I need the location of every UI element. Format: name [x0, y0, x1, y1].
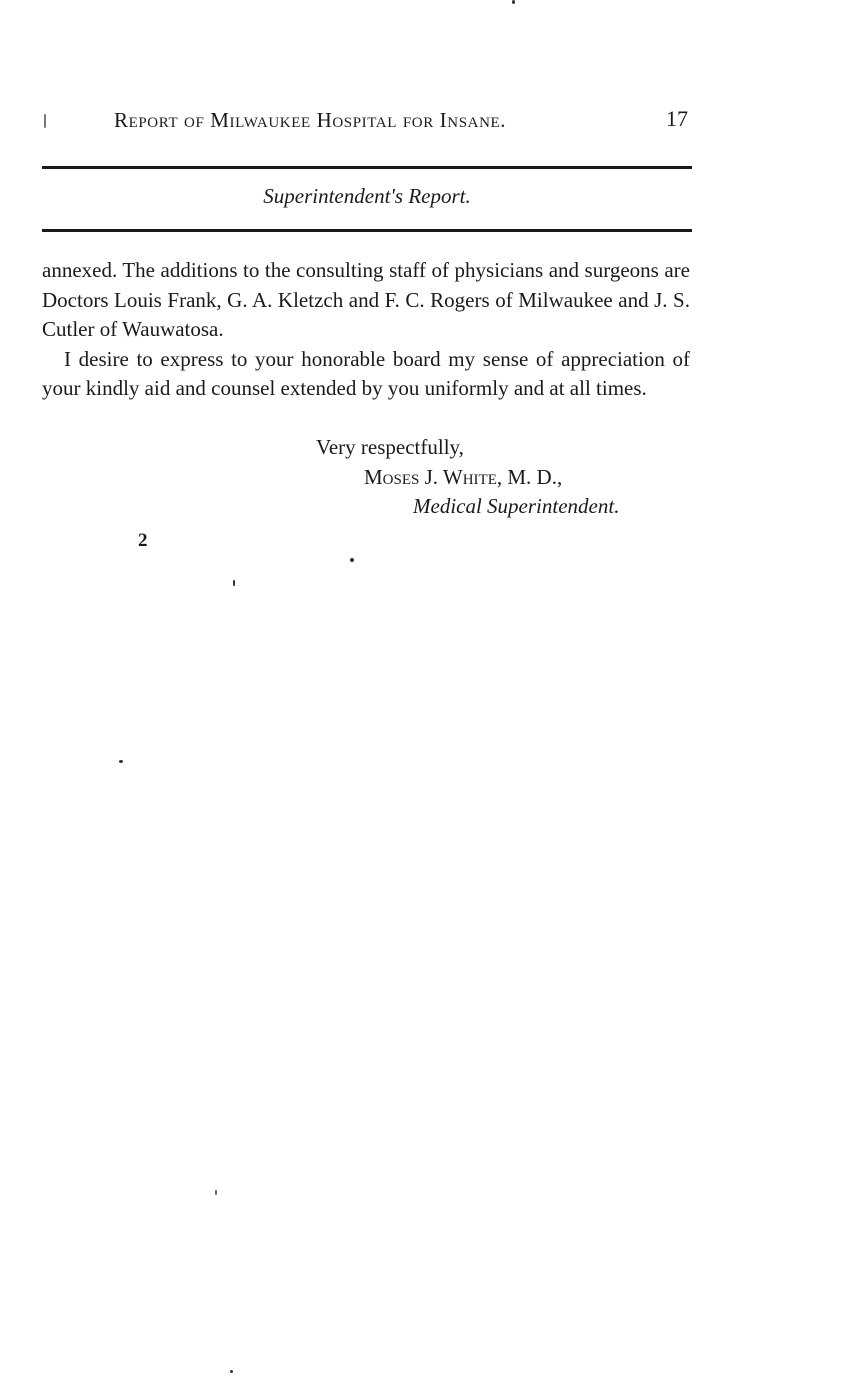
header-rule-bottom — [42, 229, 692, 232]
running-title: Report of Milwaukee Hospital for Insane. — [114, 108, 507, 132]
scan-speck — [350, 558, 354, 562]
closing-salutation: Very respectfully, — [316, 435, 464, 459]
page-header — [42, 104, 692, 138]
signer-title: Medical Superintendent. — [413, 494, 620, 518]
page-number: 17 — [666, 106, 688, 131]
scan-speck — [215, 1190, 217, 1195]
scan-speck — [119, 760, 123, 763]
body-text — [42, 256, 690, 404]
paragraph: I desire to express to your honorable board my sense of appreciation of your kindly aid and counsel extended by you uniformly and at all times. — [42, 346, 690, 400]
paragraph-continued: annexed. The additions to the consulting staff of physicians and surgeons are Doctors Louis Frank, G. A. Kletzch and F. C. Rogers of Milwaukee and J. S. Cutler of Wauwatosa. — [42, 258, 690, 341]
signer-name: Moses J. White, M. D., — [364, 465, 563, 489]
header-rule-top — [42, 166, 692, 169]
section-heading: Superintendent's Report. — [263, 184, 471, 208]
scan-speck — [233, 580, 235, 586]
signature-mark: 2 — [138, 530, 148, 551]
scan-speck — [230, 1370, 233, 1373]
scan-speck — [44, 114, 46, 128]
scan-speck — [512, 0, 515, 4]
